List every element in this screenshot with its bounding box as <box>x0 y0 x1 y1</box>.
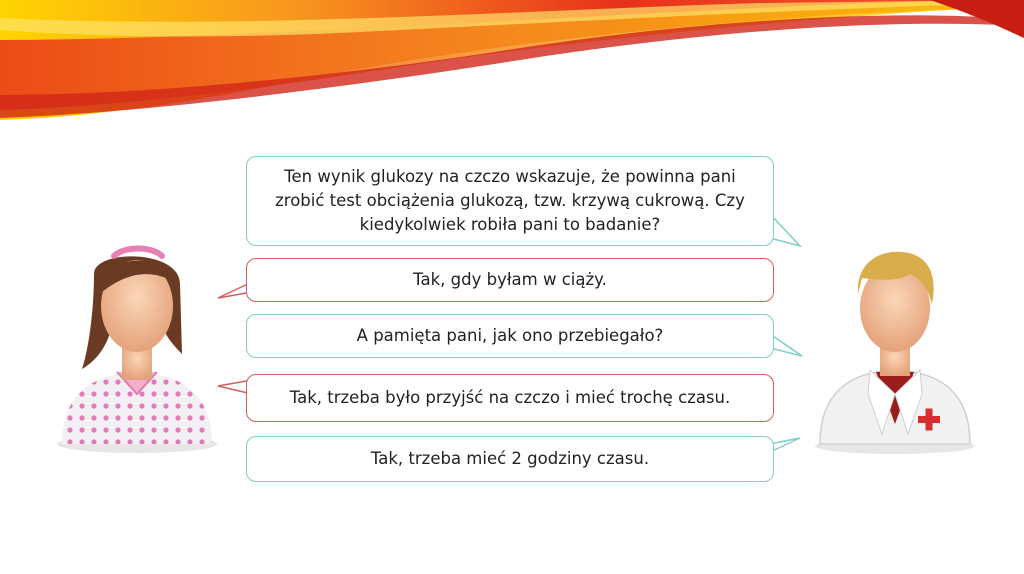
message-text: Tak, gdy byłam w ciąży. <box>413 270 607 289</box>
patient-message-2 <box>246 374 774 422</box>
message-text: A pamięta pani, jak ono przebiegało? <box>356 326 664 345</box>
doctor-message-2 <box>246 314 774 358</box>
doctor-message-3 <box>246 436 774 482</box>
patient-woman-icon <box>52 244 222 454</box>
doctor-message-1 <box>246 156 774 246</box>
message-text: Ten wynik glukozy na czczo wskazuje, że powinna pani zrobić test obciążenia glukozą, tzw. krzywą cukrową. Czy kiedykolwiek robiła pani to badanie? <box>275 167 745 234</box>
message-text: Tak, trzeba mieć 2 godziny czasu. <box>370 449 650 468</box>
header-swoosh-banner <box>0 0 1024 130</box>
message-text: Tak, trzeba było przyjść na czczo i mieć trochę czasu. <box>289 388 731 407</box>
doctor-man-icon <box>810 244 980 454</box>
patient-message-1 <box>246 258 774 302</box>
